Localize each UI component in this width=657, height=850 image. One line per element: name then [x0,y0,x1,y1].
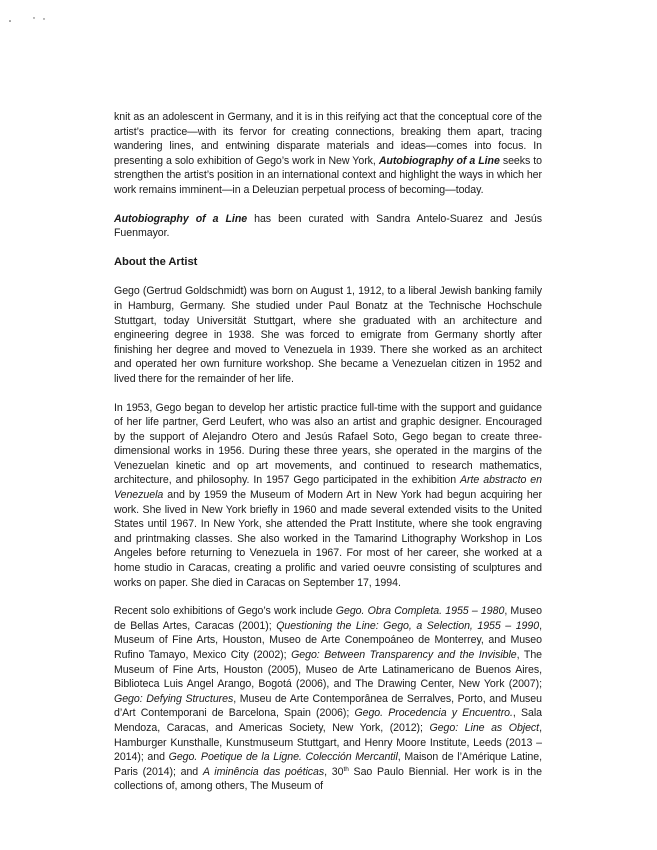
intro-text-2: seeks to strengthen the artist’s position in an international context and highlight the ways in which her work remains imminent—in a Deleuzian perpetual process of becoming—today. [114,154,542,196]
exhibition-title: Autobiography of a Line [378,154,500,167]
exh-title: Gego: Between Transparency and the Invisible [291,649,517,661]
section-heading-about: About the Artist [114,255,198,268]
bio-paragraph-1: Gego (Gertrud Goldschmidt) was born on August 1, 1912, to a liberal Jewish banking family in Hamburg, Germany. She studied under Paul Bonatz at the Technische Hochschule Stuttgart, today Universität Stuttgart, where she graduated with an architecture and engineering degree in 1938. She was forced to emigrate from Germany shortly after finishing her degree and moved to Venezuela in 1939. There she worked as an architect and operated her own furniture workshop. She became a Venezuelan citizen in 1952 and lived there for the remainder of her life. [114,285,542,385]
curated-text: has been curated with Sandra Antelo-Suarez and Jesús Fuenmayor. [114,212,542,240]
exh-text: , 30 [324,765,344,778]
intro-text-1: knit as an adolescent in Germany, and it is in this reifying act that the conceptual core of the artist’s practice—with its fervor for creating connections, breaking them apart, tracing wandering lines, and entwining disparate materials and ideas—comes into focus. In presenting a solo exhibition of Gego’s work in New York, [114,111,542,167]
exh-text: , Museo de Bellas Artes, Caracas (2001); [114,605,542,632]
bio-paragraph-2 [114,401,542,591]
bio2-text-1: In 1953, Gego began to develop her artistic practice full-time with the support and guidance of her life partner, Gerd Leufert, who was also an artist and graphic designer. Encouraged by the support of Alejandro Otero and Jesús Rafael Soto, Gego began to create three-dimensional works in 1956. During these three years, she operated in the margins of the Venezuelan kinetic and op art movements, and continued to research mathematics, architecture, and philosophy. In 1957 Gego participated in the exhibition [114,401,542,487]
bio2-exhibition-title: Arte abstracto en Venezuela [114,474,542,502]
exh-title: Gego. Poetique de la Ligne. Colección Mercantil [168,751,398,764]
exh-title: Gego. Procedencia y Encuentro. [354,707,513,720]
exh-title: Gego. Obra Completa. 1955 – 1980 [335,605,505,618]
bio2-text-2: and by 1959 the Museum of Modern Art in New York had begun acquiring her work. She lived in New York briefly in 1960 and made several extended visits to the United States until 1967. In New York, she attended the Pratt Institute, where she took engraving and printmaking classes. She also worked in the Tamarind Lithography Workshop in Los Angeles before returning to Venezuela in 1967. For most of her career, she worked at a home studio in Caracas, creating a prolific and varied oeuvre consisting of sculptures and works on paper. She died in Caracas on September 17, 1994. [114,489,542,589]
exh-title: Gego: Line as Object [429,721,540,734]
curated-paragraph [114,212,542,241]
document-body [114,110,542,808]
intro-paragraph [114,110,542,198]
exh-text: , Hamburger Kunsthalle, Kunstmuseum Stuttgart, and Henry Moore Institute, Leeds (2013 – 2014); and [114,721,542,764]
exh-text: , The Museum of Fine Arts, Houston (2005), Museo de Arte Latinamericano de Buenos Aires, Biblioteca Luis Angel Arango, Bogotá (2006), and The Drawing Center, New York (2007); [114,649,542,691]
exh-text: , Museu de Arte Contemporânea de Serralves, Porto, and Museu d’Art Contemporani de Barcelona, Spain (2006); [114,692,542,720]
exh-text: , Museum of Fine Arts, Houston, Museo de Arte Conempoáneo de Monterrey, and Museo Rufino Tamayo, Mexico City (2002); [114,619,542,661]
exhibitions-paragraph [114,604,542,794]
scan-specks [8,14,48,24]
exh-text: Recent solo exhibitions of Gego’s work include [114,605,336,618]
exh-text: , Sala Mendoza, Caracas, and Americas Society, New York, (2012); [114,707,542,734]
curated-exhibition-title: Autobiography of a Line [114,212,248,225]
exh-title: Questioning the Line: Gego, a Selection, 1955 – 1990 [276,619,540,632]
exh-text: , Maison de l’Amérique Latine, Paris (2014); and [114,751,542,778]
ordinal-superscript: th [343,765,349,773]
exh-title: Gego: Defying Structures [114,692,234,705]
exh-title: A iminência das poéticas [202,765,325,778]
exh-text: Sao Paulo Biennial. Her work is in the collections of, among others, The Museum of [114,765,542,793]
